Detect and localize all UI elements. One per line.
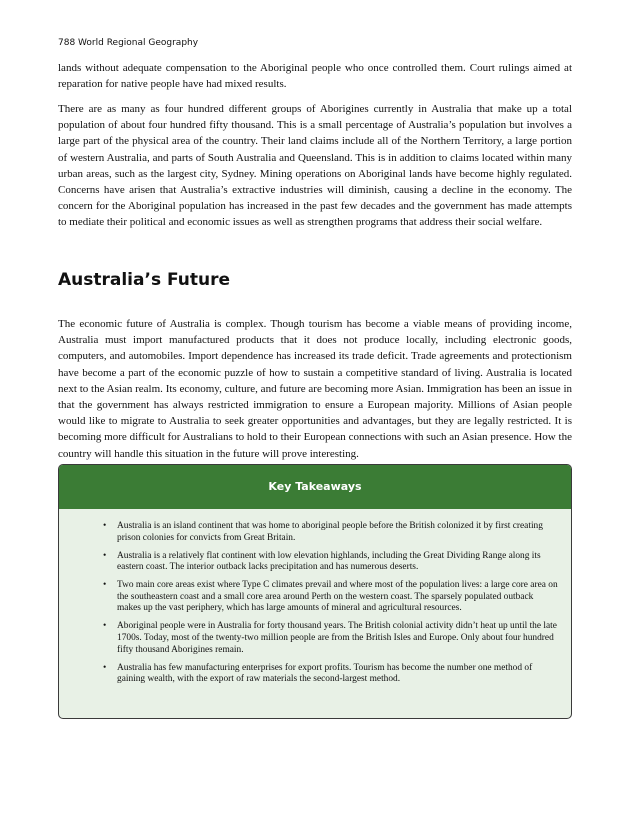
- paragraph-economic-future: The economic future of Australia is complex. Though tourism has become a viable means of providing income, Australia must import manufactured products that it does not produce locally, including electronic goods, computers, and automobiles. Import dependence has increased its trade deficit. Trade agreements and protectionism have become a part of the economic puzzle of how to sustain a competitive standard of living. Australia is located next to the Asian realm. Its economy, culture, and future are becoming more Asian. Immigration has been an issue in that the government has always restricted immigration to ensure a European majority. Millions of Asian people would like to migrate to Australia to seek greater opportunities and advantages, but they are legally restricted. It is becoming more difficult for Australians to hold to their European connections with such an Asian presence. How the country will handle this situation in the future will prove interesting.: [58, 318, 572, 460]
- bullet-marker: •: [103, 521, 107, 531]
- key-takeaways-title: Key Takeaways: [59, 465, 571, 509]
- bullet-marker: •: [103, 662, 107, 673]
- takeaway-text: Australia is an island continent that was home to aboriginal people before the British colonized it by first creating prison colonies for convicts from Great Britain.: [117, 521, 543, 543]
- paragraph-continuation: lands without adequate compensation to the Aboriginal people who once controlled them. Court rulings aimed at reparation for native people have had mixed results.: [58, 62, 572, 91]
- takeaway-text: Australia has few manufacturing enterprises for export profits. Tourism has become the number one method of gaining wealth, with the export of raw materials the second-largest method.: [117, 662, 533, 685]
- section-heading-australias-future: Australia’s Future: [58, 270, 230, 290]
- takeaway-text: Australia is a relatively flat continent with low elevation highlands, including the Great Dividing Range along its eastern coast. The interior outback lacks precipitation and has numerous deserts.: [117, 550, 541, 573]
- paragraph-aboriginal-population: There are as many as four hundred different groups of Aborigines currently in Australia that make up a total population of about four hundred fifty thousand. This is a small percentage of Australia’s population but involves a large part of the physical area of the country. Their land claims include all of the Northern Territory, a large portion of western Australia, and parts of South Australia and Queensland. This is in addition to claims located within many urban areas, such as the largest city, Sydney. Mining operations on Aboriginal lands have become highly regulated. Concerns have arisen that Australia’s extractive industries will diminish, causing a decline in the economy. The concern for the Aboriginal population has increased in the past few decades and the government has made attempts to mediate their political and economic issues as well as strengthen programs that address their social welfare.: [58, 103, 572, 229]
- takeaway-text: Two main core areas exist where Type C climates prevail and where most of the population lives: a large core area on the southeastern coast and a small core area around Perth on the western coast. The sparsely populated outback makes up the vast periphery, which has large amounts of mineral and agricultural resources.: [117, 580, 558, 614]
- bullet-marker: •: [103, 621, 107, 632]
- takeaway-item: [103, 621, 559, 656]
- takeaway-item: [103, 550, 559, 574]
- bullet-marker: •: [103, 580, 107, 591]
- takeaway-item: [103, 521, 559, 544]
- key-takeaways-list: [103, 521, 559, 692]
- takeaway-item: [103, 580, 559, 615]
- running-head: 788 World Regional Geography: [58, 38, 199, 48]
- takeaway-item: [103, 662, 559, 686]
- bullet-marker: •: [103, 550, 107, 561]
- takeaway-text: Aboriginal people were in Australia for forty thousand years. The British colonial activity didn’t heat up until the late 1700s. Today, most of the twenty-two million people are from the British Isles and Europe. Only about four hundred fifty thousand Aborigines remain.: [117, 621, 557, 655]
- key-takeaways-box: [58, 464, 572, 719]
